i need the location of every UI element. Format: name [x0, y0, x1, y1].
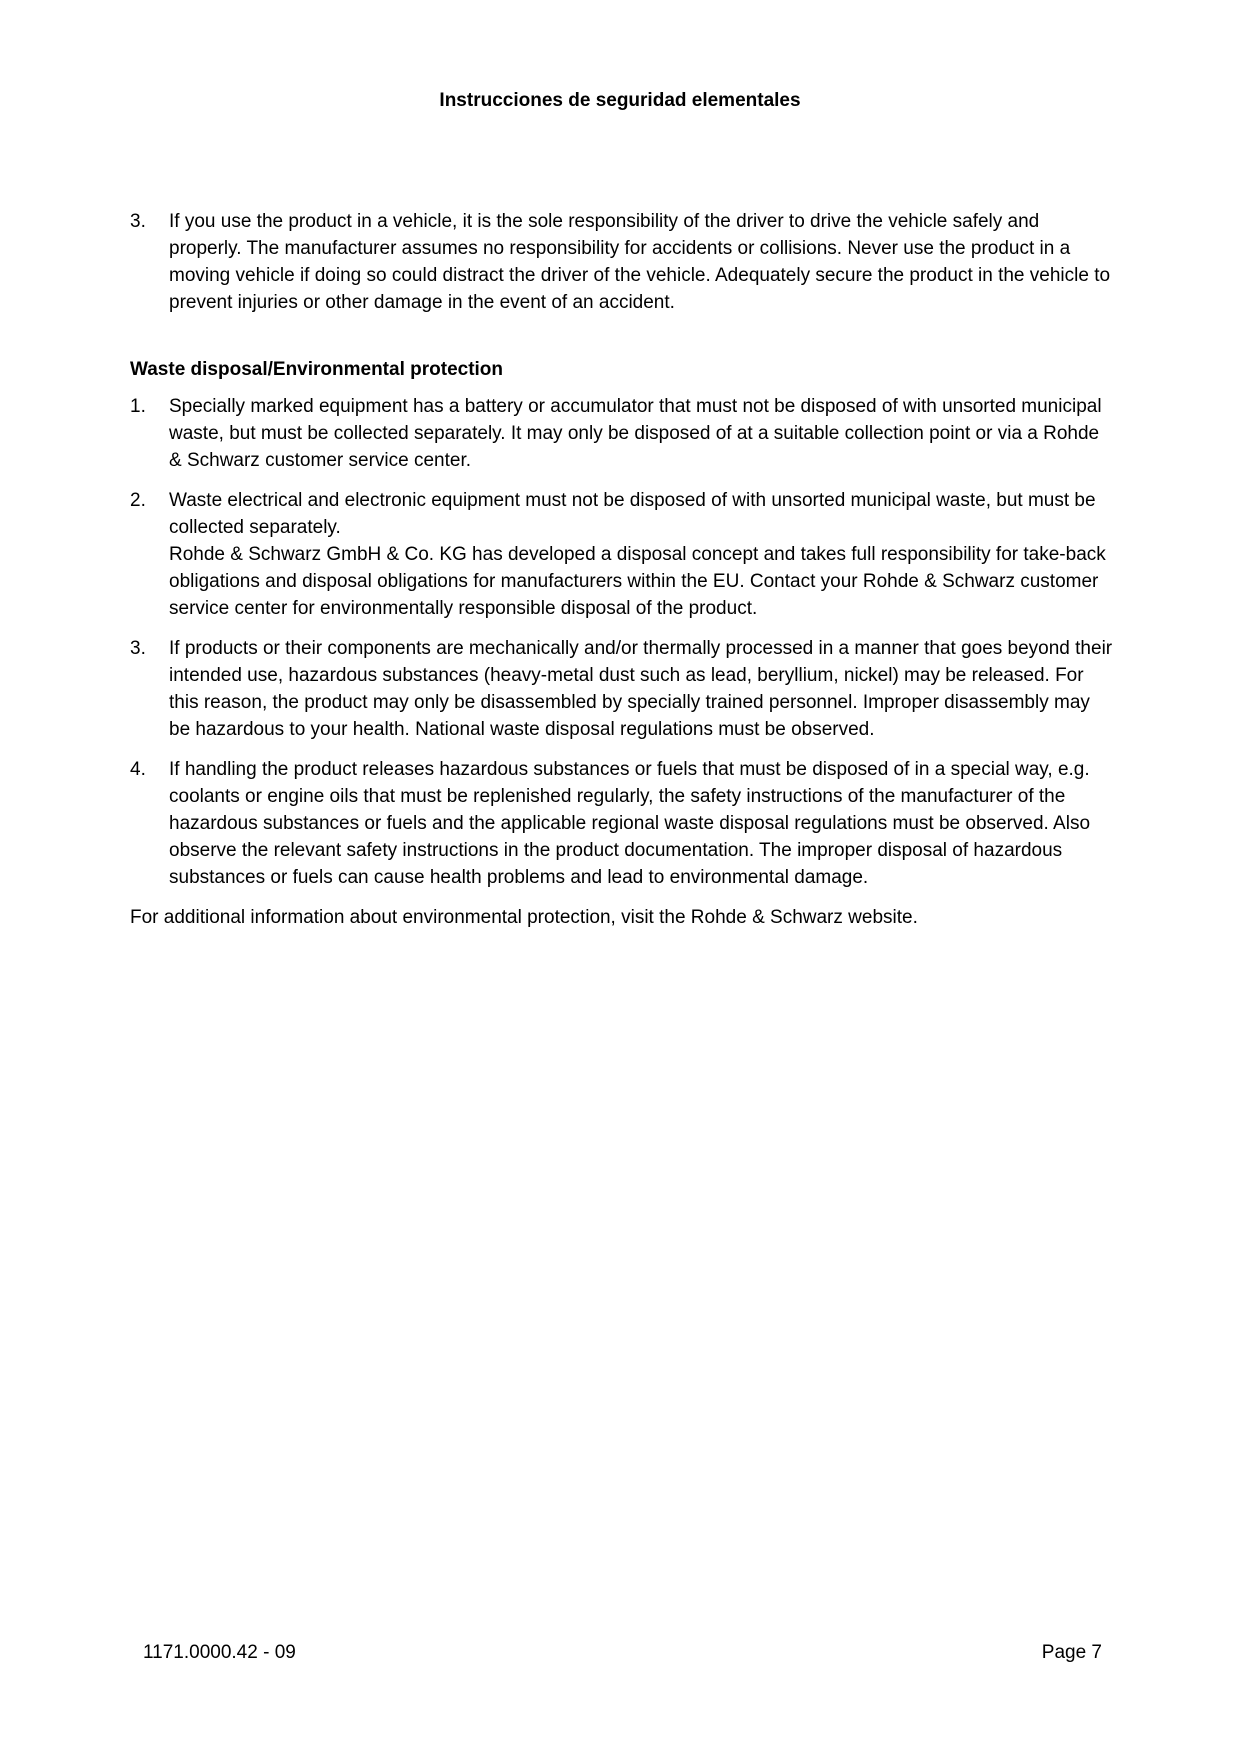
- paragraph: Rohde & Schwarz GmbH & Co. KG has developed a disposal concept and takes full responsibility for take-back obligations and disposal obligations for manufacturers within the EU. Contact your Rohde & Schwarz customer service center for environmentally responsible disposal of the product.: [169, 544, 1106, 619]
- list-item: [130, 756, 1115, 891]
- page-number: Page 7: [1041, 1642, 1102, 1663]
- section-heading: Waste disposal/Environmental protection: [130, 359, 504, 380]
- list-item: [130, 393, 1115, 474]
- list-item: [130, 635, 1115, 743]
- list-item: [130, 208, 1115, 316]
- list-item-number: 3.: [130, 211, 146, 232]
- document-number: 1171.0000.42 - 09: [143, 1642, 296, 1663]
- list-item-text: [169, 487, 1115, 622]
- list-item-text: [169, 635, 1115, 743]
- document-body: [130, 208, 1115, 931]
- list-item-number: 1.: [130, 396, 146, 417]
- paragraph: If handling the product releases hazardous substances or fuels that must be disposed of in a special way, e.g. coolants or engine oils that must be replenished regularly, the safety instructions of the manufacturer of the hazardous substances or fuels and the applicable regional waste disposal regulations must be observed. Also observe the relevant safety instructions in the product documentation. The improper disposal of hazardous substances or fuels can cause health problems and lead to environmental damage.: [169, 759, 1091, 888]
- list-item-number: 2.: [130, 490, 146, 511]
- list-item-text: [169, 208, 1115, 316]
- list-item: [130, 487, 1115, 622]
- list-item-number: 4.: [130, 759, 146, 780]
- paragraph: Waste electrical and electronic equipment must not be disposed of with unsorted municipal waste, but must be collected separately.: [169, 490, 1096, 538]
- paragraph: If products or their components are mechanically and/or thermally processed in a manner that goes beyond their intended use, hazardous substances (heavy-metal dust such as lead, beryllium, nickel) may be released. For this reason, the product may only be disassembled by specially trained personnel. Improper disassembly may be hazardous to your health. National waste disposal regulations must be observed.: [169, 638, 1113, 740]
- list-item-number: 3.: [130, 638, 146, 659]
- closing-note: For additional information about environmental protection, visit the Rohde & Schwarz website.: [130, 907, 918, 928]
- paragraph: If you use the product in a vehicle, it is the sole responsibility of the driver to drive the vehicle safely and properly. The manufacturer assumes no responsibility for accidents or collisions. Never use the product in a moving vehicle if doing so could distract the driver of the vehicle. Adequately secure the product in the vehicle to prevent injuries or other damage in the event of an accident.: [169, 211, 1111, 313]
- paragraph: Specially marked equipment has a battery or accumulator that must not be disposed of with unsorted municipal waste, but must be collected separately. It may only be disposed of at a suitable collection point or via a Rohde & Schwarz customer service center.: [169, 396, 1102, 471]
- page-title: Instrucciones de seguridad elementales: [439, 90, 801, 111]
- list-item-text: [169, 756, 1115, 891]
- list-item-text: [169, 393, 1115, 474]
